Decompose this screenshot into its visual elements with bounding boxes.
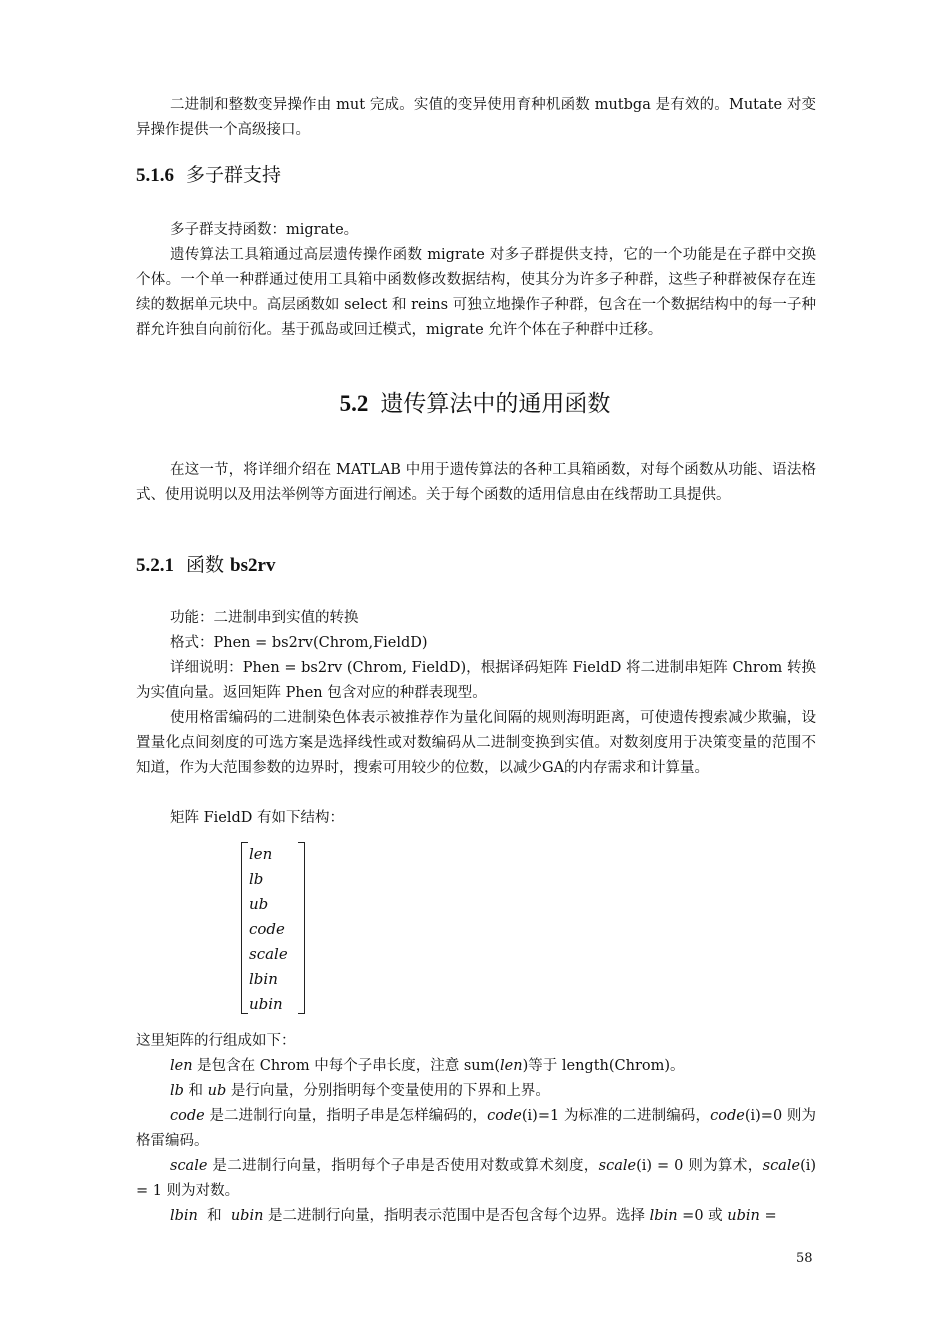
paragraph-scale <box>136 1154 816 1204</box>
matrix-entry: ub <box>249 895 269 913</box>
paragraph-description: 详细说明：Phen = bs2rv (Chrom, FieldD)，根据译码矩阵 FieldD 将二进制串矩阵 Chrom 转换为实值向量。返回矩阵 Phen 包含对应的种群表现型。 <box>136 660 816 701</box>
term-scale: scale <box>598 1158 637 1174</box>
text-span: = <box>759 1208 777 1224</box>
paragraph-function: 功能：二进制串到实值的转换 <box>170 610 359 626</box>
paragraph-lb-ub <box>170 1079 816 1104</box>
left-bracket <box>241 842 248 1014</box>
heading-text: 函数 <box>186 554 231 576</box>
text-span: 是二进制行向量，指明子串是怎样编码的， <box>204 1108 488 1124</box>
text-span: =0 或 <box>677 1208 728 1224</box>
paragraph-code <box>136 1104 816 1154</box>
heading-5-1-6 <box>136 162 281 189</box>
term-code: code <box>710 1108 745 1124</box>
paragraph-section-intro: 在这一节，将详细介绍在 MATLAB 中用于遗传算法的各种工具箱函数，对每个函数从功能、语法格式、使用说明以及用法举例等方面进行阐述。关于每个函数的适用信息由在线帮助工具提供。 <box>136 462 816 503</box>
paragraph-gray-coding: 使用格雷编码的二进制染色体表示被推荐作为量化间隔的规则海明距离，可使遗传搜索减少欺骗，设置量化点间刻度的可选方案是选择线性或对数编码从二进制变换到实值。对数刻度用于决策变量的范围不知道，作为大范围参数的边界时，搜索可用较少的位数，以减少GA的内存需求和计算量。 <box>136 710 816 776</box>
heading-5-2-1 <box>136 552 275 579</box>
paragraph-len <box>170 1054 816 1079</box>
paragraph-mutation: 二进制和整数变异操作由 mut 完成。实值的变异使用育种机函数 mutbga 是有效的。Mutate 对变异操作提供一个高级接口。 <box>136 97 816 138</box>
text-span: 是包含在 Chrom 中每个子串长度，注意 sum( <box>192 1058 501 1074</box>
text-span: 是二进制行向量，指明表示范围中是否包含每个边界。选择 <box>263 1208 650 1224</box>
heading-text: 遗传算法中的通用函数 <box>380 391 611 417</box>
text-span: 是二进制行向量，指明每个子串是否使用对数或算术刻度， <box>207 1158 599 1174</box>
paragraph-lbin-ubin <box>170 1204 816 1229</box>
text-span: (i) = 1 则为对数。 <box>136 1158 817 1199</box>
term-ubin: ubin <box>727 1208 760 1224</box>
text-span: 和 <box>197 1208 231 1224</box>
term-len: len <box>170 1058 193 1074</box>
term-ubin: ubin <box>230 1208 264 1224</box>
term-scale: scale <box>170 1158 208 1174</box>
matrix-entry: len <box>249 845 273 863</box>
term-lbin: lbin <box>649 1208 678 1224</box>
term-code: code <box>487 1108 522 1124</box>
paragraph-rows-intro: 这里矩阵的行组成如下： <box>136 1033 296 1049</box>
heading-5-2 <box>0 389 950 419</box>
text-span: (i)=0 则为格雷编码。 <box>136 1108 817 1149</box>
heading-text: 多子群支持 <box>186 164 282 186</box>
heading-function-name: bs2rv <box>230 555 276 576</box>
term-len: len <box>500 1058 523 1074</box>
heading-number: 5.2.1 <box>136 555 174 576</box>
term-scale: scale <box>762 1158 801 1174</box>
heading-number: 5.1.6 <box>136 165 174 186</box>
matrix-entry: scale <box>249 945 288 963</box>
page-number: 58 <box>796 1251 813 1266</box>
paragraph-syntax: 格式：Phen = bs2rv(Chrom,FieldD) <box>170 635 428 651</box>
text-span: 是行向量，分别指明每个变量使用的下界和上界。 <box>226 1083 550 1099</box>
text-span: (i) = 0 则为算术， <box>636 1158 763 1174</box>
term-lbin: lbin <box>170 1208 198 1224</box>
text-span: )等于 length(Chrom)。 <box>522 1058 685 1074</box>
heading-number: 5.2 <box>339 391 369 416</box>
paragraph-migrate-func: 多子群支持函数：migrate。 <box>170 222 359 238</box>
paragraph-multipop: 遗传算法工具箱通过高层遗传操作函数 migrate 对多子群提供支持，它的一个功能是在子群中交换个体。一个单一种群通过使用工具箱中函数修改数据结构，使其分为许多子种群，这些子种群被保存在连续的数据单元块中。高层函数如 select 和 reins 可独立地操作子种群，包含在一个数据结构中的每一子种群允许独自向前衍化。基于孤岛或回迁模式，migrate 允许个体在子种群中迁移。 <box>136 247 816 338</box>
term-lb: lb <box>170 1083 184 1099</box>
right-bracket <box>298 842 305 1014</box>
term-ub: ub <box>207 1083 227 1099</box>
fieldd-matrix <box>241 842 305 1014</box>
paragraph-fieldd-structure: 矩阵 FieldD 有如下结构： <box>170 810 345 826</box>
matrix-entry: code <box>249 920 285 938</box>
text-span: (i)=1 为标准的二进制编码， <box>521 1108 711 1124</box>
matrix-entry: lbin <box>249 970 278 988</box>
matrix-entry: ubin <box>249 995 283 1013</box>
matrix-entry: lb <box>249 870 264 888</box>
text-span: 和 <box>183 1083 208 1099</box>
term-code: code <box>170 1108 205 1124</box>
